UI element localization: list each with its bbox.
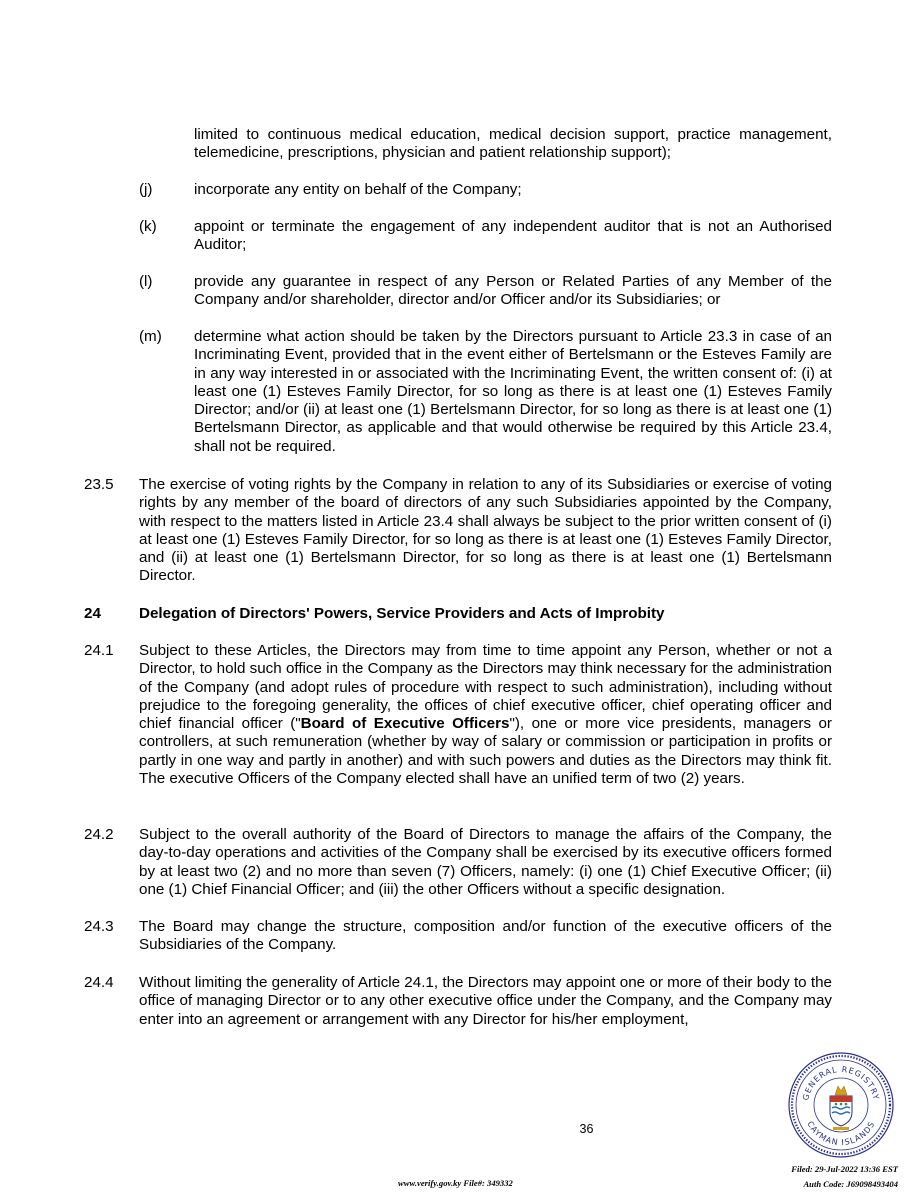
page-number: 36 [579, 1122, 594, 1136]
clause-24-4-number: 24.4 [84, 974, 114, 991]
clause-23-5-number: 23.5 [84, 476, 114, 493]
item-m-text: determine what action should be taken by the Directors pursuant to Article 23.3 in case of an Incriminating Event, provided that in the event either of Bertelsmann or the Esteves Family are in any way interested in or associated with the Incriminating Event, the written consent of: (i) at least one (1) Esteves Family Director, for so long as there is at least one (1) Esteves Family Director; and/or (ii) at least one (1) Bertelsmann Director, for so long as there is at least one (1) Bertelsmann Director, as applicable and that would otherwise be required by this Article 23.4, shall not be required. [194, 328, 832, 455]
clause-24-3-number: 24.3 [84, 918, 114, 935]
clause-24-3-text: The Board may change the structure, composition and/or function of the executive officers of the Subsidiaries of the Company. [139, 918, 832, 954]
clause-24-2-number: 24.2 [84, 826, 114, 843]
seal-text-top: GENERAL REGISTRY [801, 1064, 881, 1102]
clause-24-4-text: Without limiting the generality of Article 24.1, the Directors may appoint one or more of their body to the office of managing Director or to any other executive office under the Company, and the Company may enter into an agreement or arrangement with any Director for his/her employment, [139, 974, 832, 1028]
item-k-number: (k) [139, 218, 157, 235]
coat-of-arms-icon [830, 1086, 852, 1130]
section-24-title: Delegation of Directors' Powers, Service Providers and Acts of Improbity [139, 605, 665, 622]
defined-term: Board of Executive Officers [300, 715, 510, 733]
item-j-number: (j) [139, 181, 153, 198]
seal-graphic [786, 1050, 896, 1160]
item-l-number: (l) [139, 273, 153, 290]
item-k-text: appoint or terminate the engagement of any independent auditor that is not an Authorised Auditor; [194, 218, 832, 254]
registry-seal [786, 1050, 896, 1160]
clause-24-2-text: Subject to the overall authority of the Board of Directors to manage the affairs of the Company, the day-to-day operations and activities of the Company shall be exercised by its executive officers formed by at least two (2) and no more than seven (7) Officers, namely: (i) one (1) Chief Executive Officer; (ii) one (1) Chief Financial Officer; and (iii) the other Officers without a specific designation. [139, 826, 832, 898]
filing-info [791, 1162, 898, 1192]
item-m-number: (m) [139, 328, 162, 345]
filed-date: Filed: 29-Jul-2022 13:36 EST [791, 1164, 898, 1174]
item-l-text: provide any guarantee in respect of any Person or Related Parties of any Member of the Company and/or shareholder, director and/or Officer and/or its Subsidiaries; or [194, 273, 832, 309]
verify-footer: www.verify.gov.ky File#: 349332 [398, 1178, 513, 1188]
section-24-number: 24 [84, 605, 101, 622]
seal-text-bottom: CAYMAN ISLANDS [805, 1119, 877, 1148]
auth-code: Auth Code: J69098493404 [803, 1179, 898, 1189]
clause-24-1-text [139, 642, 832, 788]
clause-24-1-text-before: Subject to these Articles, the Directors may from time to time appoint any Person, whether or not a Director, to hold such office in the Company as the Directors may think necessary for the administration of the Company (and adopt rules of procedure with respect to such administration), including without prejudice to the foregoing generality, the offices of chief executive officer, chief operating officer and chief financial officer (" [139, 642, 832, 733]
fragment-text: limited to continuous medical education, medical decision support, practice management, telemedicine, prescriptions, physician and patient relationship support); [194, 126, 832, 162]
clause-24-1-text-after: "), one or more vice presidents, managers or controllers, at such remuneration (whether by way of salary or commission or participation in profits or partly in one way and partly in another) and with such powers and duties as the Directors may think fit. The executive Officers of the Company elected shall have an unified term of two (2) years. [139, 715, 832, 788]
clause-23-5-text: The exercise of voting rights by the Company in relation to any of its Subsidiaries or exercise of voting rights by any member of the board of directors of any such Subsidiaries appointed by the Company, with respect to the matters listed in Article 23.4 shall always be subject to the prior written consent of (i) at least one (1) Esteves Family Director, for so long as there is at least one (1) Esteves Family Director, and (ii) at least one (1) Bertelsmann Director, for so long as there is at least one (1) Bertelsmann Director. [139, 476, 832, 585]
item-j-text: incorporate any entity on behalf of the Company; [194, 181, 522, 198]
clause-24-1-number: 24.1 [84, 642, 114, 659]
